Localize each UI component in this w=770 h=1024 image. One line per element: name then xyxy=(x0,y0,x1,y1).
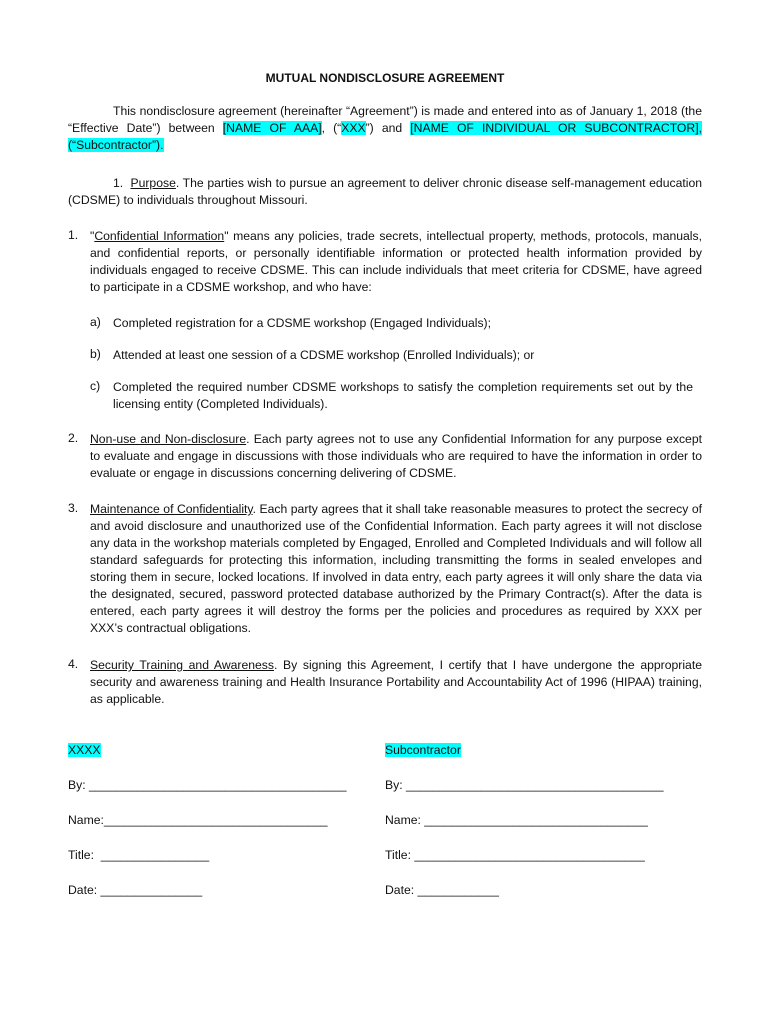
party-xxxx-label: XXXX xyxy=(68,743,101,757)
date-line-right: Date: ____________ xyxy=(385,883,499,897)
individual-name-placeholder: [NAME OF INDIVIDUAL OR SUBCONTRACTOR], xyxy=(410,121,702,135)
subcontractor-placeholder: (“Subcontractor”). xyxy=(68,138,164,152)
document-page: MUTUAL NONDISCLOSURE AGREEMENT This nondisclosure agreement (hereinafter “Agreement”) is made and entered into as of January 1, 2018 (the “Effective Date”) between [NAME OF AAA], (“XXX”) and [NAME OF INDIVIDUAL OR SUBCONTRACTOR], (“Subcontractor”). 1. Purpose. The parties wish to pursue an agreement to deliver chronic disease self-management education (CDSME) to individuals throughout Missouri. 1. "Confidential Information" means any policies, trade secrets, intellectual property, methods, protocols, manuals, and confidential reports, or personally identifiable information or protected health information provided by individuals engaged to receive CDSME. This can include individuals that meet criteria for CDSME, have agreed to participate in a CDSME workshop, and who have: a) Completed registration for a CDSME workshop (Engaged Individuals); b) Attended at least one session of a CDSME workshop (Enrolled Individuals); or c) Completed the required number CDSME workshops to satisfy the completion requirements set out by the licensing entity (Completed Individuals). 2. Non-use and Non-disclosure. Each party agrees not to use any Confidential Information for any purpose except to evaluate and engage in discussions with those individuals who are required to have the information in order to evaluate or engage in discussions concerning delivering of CDSME. 3. Maintenance of Confidentiality. Each party agrees that it shall take reasonable measures to protect the secrecy of and avoid disclosure and unauthorized use of the Confidential Information. Each party agrees it will not disclose any data in the workshop materials completed by Engaged, Enrolled and Completed Individuals and will follow all standard safeguards for protecting this information, including transmitting the forms in sealed envelopes and storing them in secure, locked locations. If involved in data entry, each party agrees it will only share the data via the designated, secured, password protected database authorized by the Primary Contract(s). After the data is entered, each party agrees it will destroy the forms per the policies and procedures as required by XXX per XXX’s contractual obligations. 4. Security Training and Awareness. By signing this Agreement, I certify that I have undergone the appropriate security and awareness training and Health Insurance Portability and Accountability Act of 1996 (HIPAA) training, as applicable. XXXX By: ______________________________________ Name:_________________________________ Title: ________________ Date: _______________ Subcontractor By: ______________________________________ Name: _________________________________ Title: __________________________________ Date: ____________ xyxy=(0,0,770,1024)
name-line-left: Name:_________________________________ xyxy=(68,813,328,827)
xxx-placeholder: XXX xyxy=(341,121,366,135)
date-line-left: Date: _______________ xyxy=(68,883,203,897)
purpose-paragraph: 1. Purpose. The parties wish to pursue an agreement to deliver chronic disease self-management education (CDSME) to individuals throughout Missouri. xyxy=(68,176,702,207)
party-subcontractor-label: Subcontractor xyxy=(385,743,461,757)
maintenance-heading: Maintenance of Confidentiality xyxy=(90,502,253,516)
purpose-heading: Purpose xyxy=(130,176,176,190)
document-title: MUTUAL NONDISCLOSURE AGREEMENT xyxy=(265,71,505,85)
confidential-information-heading: Confidential Information xyxy=(94,229,225,243)
intro-paragraph: This nondisclosure agreement (hereinafter “Agreement”) is made and entered into as of January 1, 2018 (the “Effective Date”) between [NAME OF AAA], (“XXX”) and [NAME OF INDIVIDUAL OR SUBCONTRACTOR], (“Subcontractor”). xyxy=(68,104,702,152)
title-line-right: Title: __________________________________ xyxy=(385,848,645,862)
by-signature-line-right: By: ______________________________________ xyxy=(385,778,664,792)
aaa-name-placeholder: [NAME OF AAA] xyxy=(222,121,322,135)
title-line-left: Title: ________________ xyxy=(68,848,210,862)
name-line-right: Name: _________________________________ xyxy=(385,813,648,827)
by-signature-line-left: By: ______________________________________ xyxy=(68,778,347,792)
non-use-heading: Non-use and Non-disclosure xyxy=(90,432,247,446)
security-training-heading: Security Training and Awareness xyxy=(90,658,274,672)
